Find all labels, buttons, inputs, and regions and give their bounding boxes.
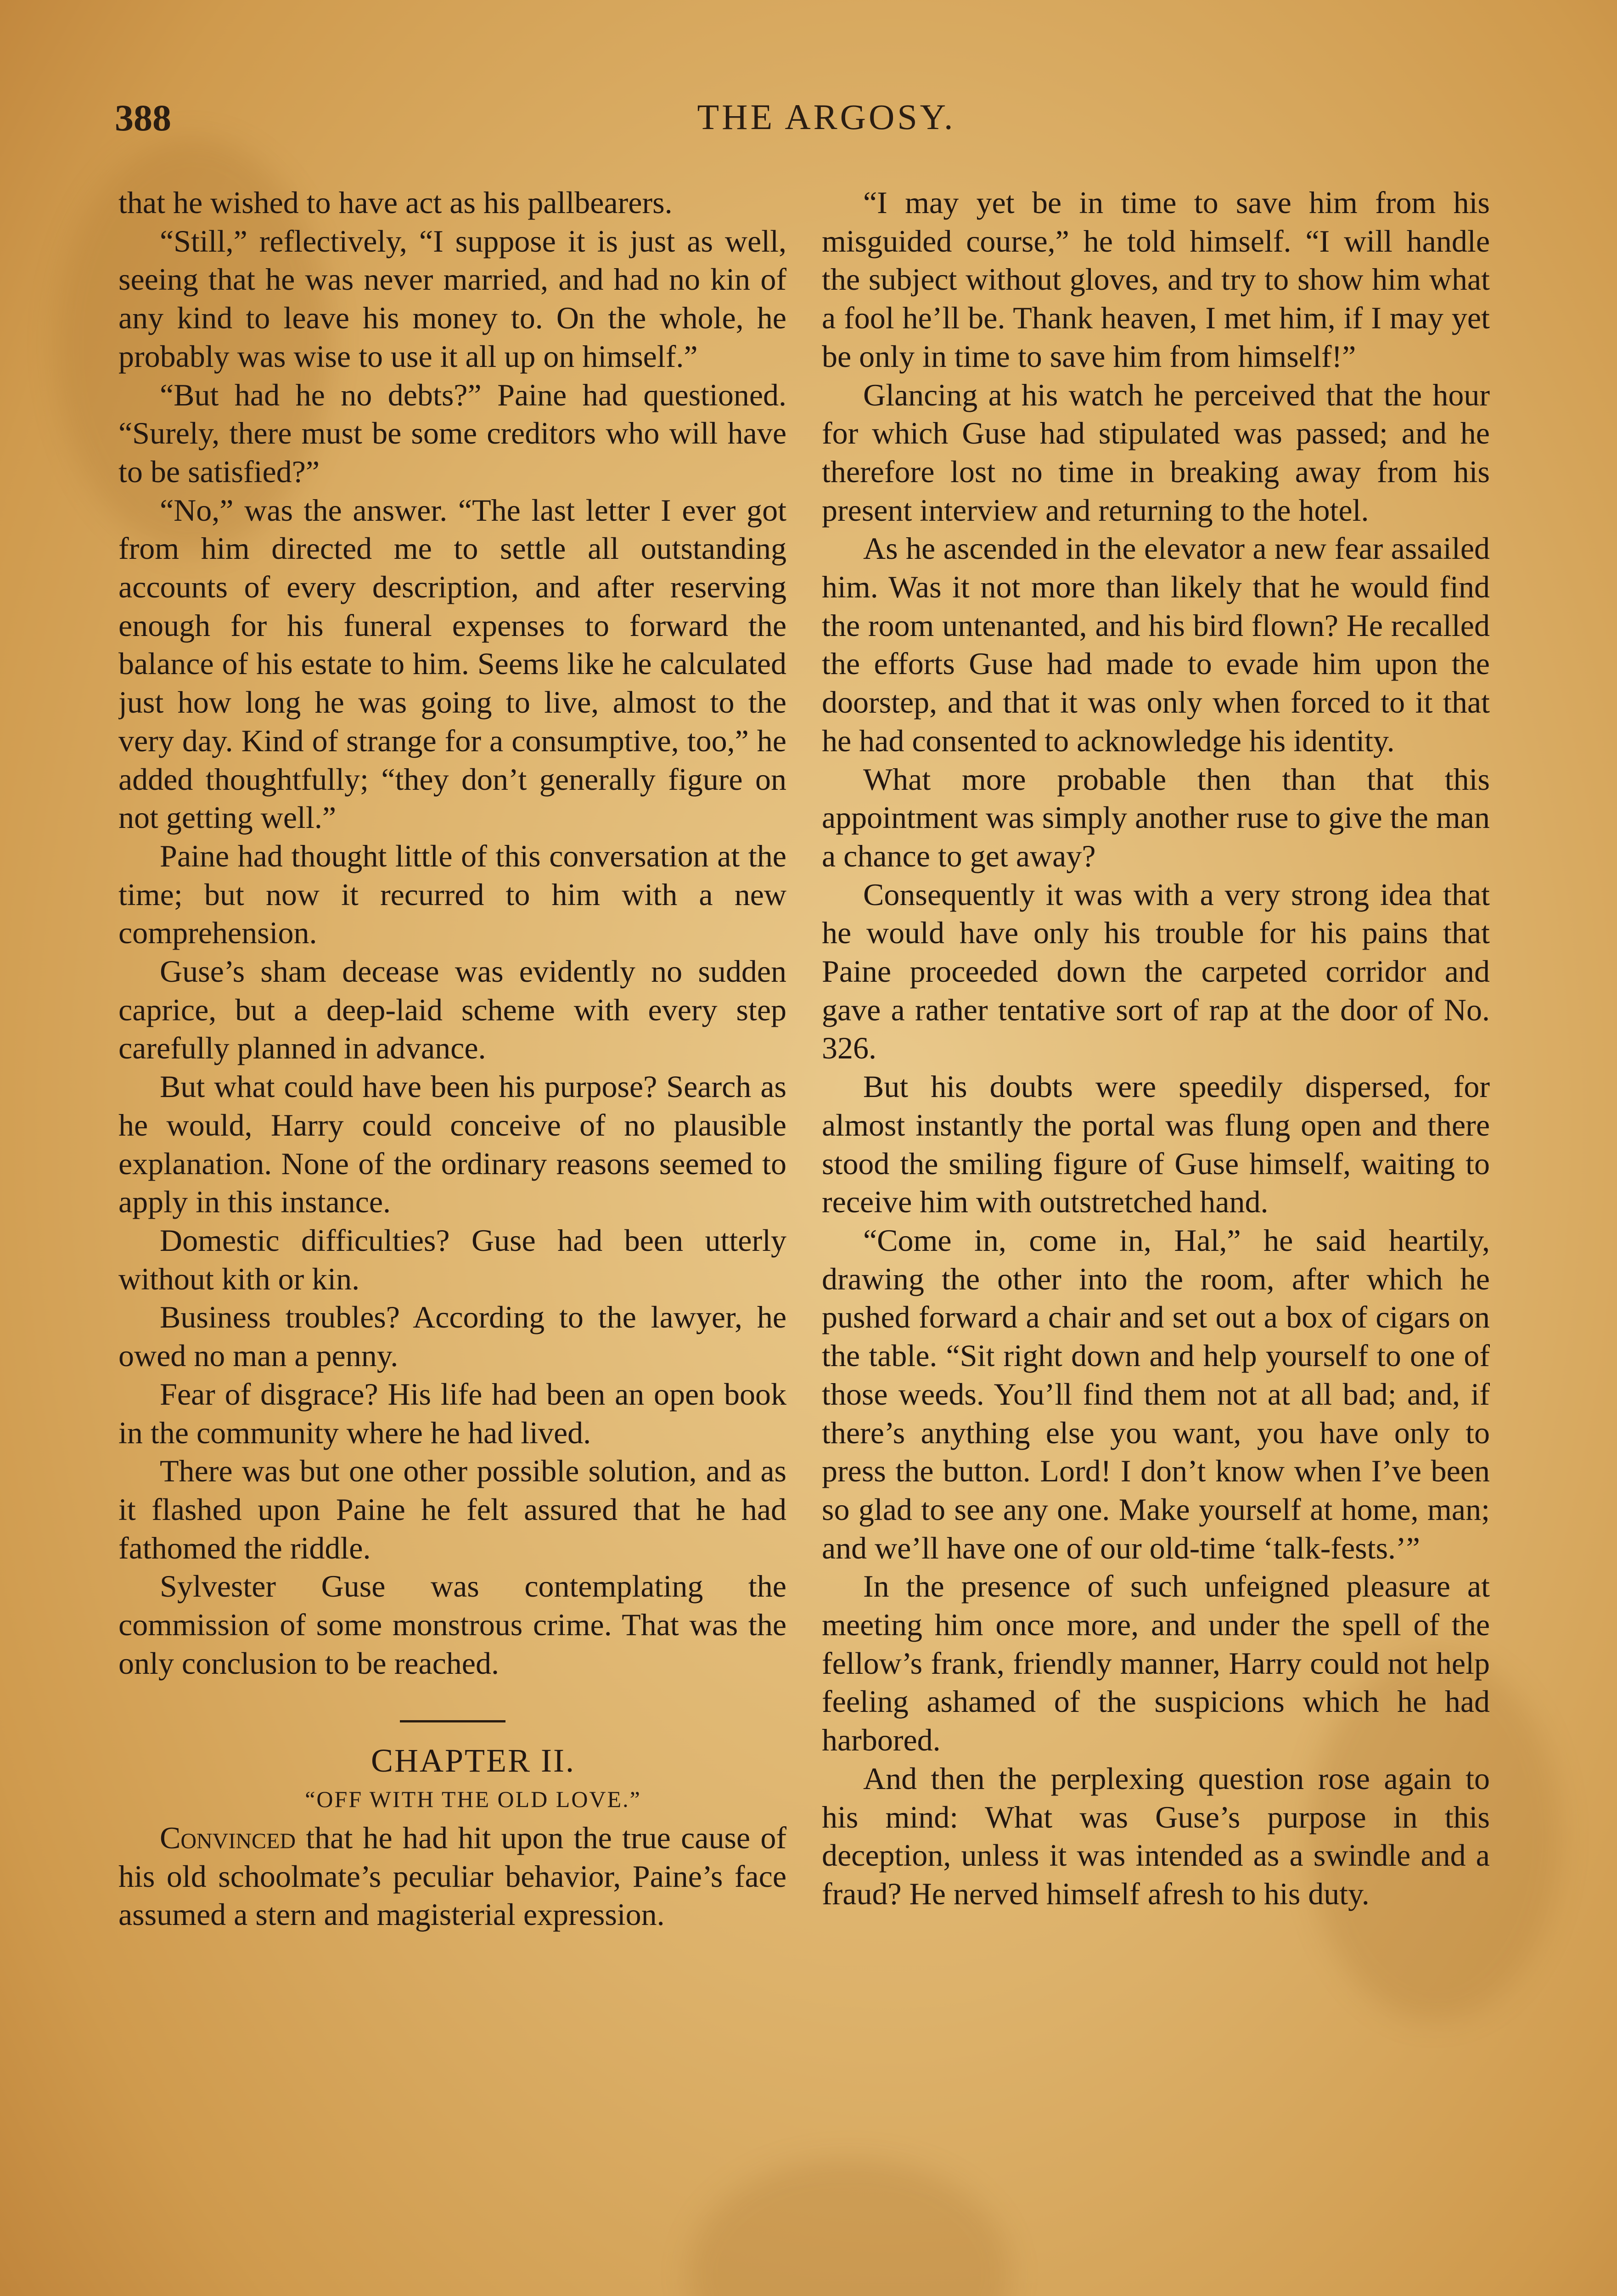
right-column [822, 184, 1490, 2296]
page-header [0, 96, 1617, 147]
section-divider [400, 1720, 505, 1722]
paragraph: “But had he no debts?” Paine had questioned. “Surely, there must be some creditors who will have to be satisfied?” [118, 377, 786, 489]
paragraph: As he ascended in the elevator a new fear assailed him. Was it not more than likely that he would find the room untenanted, and his bird flown? He recalled the efforts Guse had made to evade him upon the doorstep, and that it was only when forced to it that he had consented to acknowledge his identity. [822, 531, 1490, 758]
paragraph: Paine had thought little of this conversation at the time; but now it recurred to him with a new comprehension. [118, 838, 786, 951]
paragraph: Glancing at his watch he perceived that the hour for which Guse had stipulated was passed; and he therefore lost no time in breaking away from his present interview and returning to the hotel. [822, 377, 1490, 528]
paragraph: Fear of disgrace? His life had been an open book in the community where he had lived. [118, 1376, 786, 1450]
paragraph: But his doubts were speedily dispersed, for almost instantly the portal was flung open and there stood the smiling figure of Guse himself, waiting to receive him with outstretched hand. [822, 1069, 1490, 1220]
paragraph: In the presence of such unfeigned pleasure at meeting him once more, and under the spell of the fellow’s frank, friendly manner, Harry could not help feeling ashamed of the suspicions which he had harbored. [822, 1569, 1490, 1758]
chapter-opening-text: that he had hit upon the true cause of his old schoolmate’s peculiar behavior, Paine’s face assumed a stern and magisterial expression. [118, 1820, 786, 1932]
chapter-opening-paragraph [118, 1819, 786, 1934]
paragraph: And then the perplexing question rose again to his mind: What was Guse’s purpose in this deception, unless it was intended as a swindle and a fraud? He nerved himself afresh to his duty. [822, 1761, 1490, 1911]
left-column [118, 184, 786, 2296]
paragraph: But what could have been his purpose? Search as he would, Harry could conceive of no plausible explanation. None of the ordinary reasons seemed to apply in this instance. [118, 1069, 786, 1220]
paragraph: “Come in, come in, Hal,” he said heartily, drawing the other into the room, after which he pushed forward a chair and set out a box of cigars on the table. “Sit right down and help yourself to one of those weeds. You’ll find them not at all bad; and, if there’s anything else you want, you have only to press the button. Lord! I don’t know when I’ve been so glad to see any one. Make yourself at home, man; and we’ll have one of our old-time ‘talk-fests.’” [822, 1222, 1490, 1565]
paragraph: “Still,” reflectively, “I suppose it is just as well, seeing that he was never married, and had no kin of any kind to leave his money to. On the whole, he probably was wise to use it all up on himself.” [118, 223, 786, 374]
paragraph: that he wished to have act as his pallbearers. [118, 185, 673, 220]
paragraph: There was but one other possible solution, and as it flashed upon Paine he felt assured that he had fathomed the riddle. [118, 1453, 786, 1565]
page-number: 388 [115, 97, 171, 139]
paragraph: Business troubles? According to the lawyer, he owed no man a penny. [118, 1300, 786, 1373]
chapter-heading: CHAPTER II. [371, 1742, 575, 1779]
paragraph: “No,” was the answer. “The last letter I ever got from him directed me to settle all outstanding accounts of every description, and after reserving enough for his funeral expenses to forward the balance of his estate to him. Seems like he calculated just how long he was going to live, almost to the very day. Kind of strange for a consumptive, too,” he added thoughtfully; “they don’t generally figure on not getting well.” [118, 492, 786, 835]
paragraph: Guse’s sham decease was evidently no sudden caprice, but a deep-laid scheme with every step carefully planned in advance. [118, 954, 786, 1066]
paragraph: “I may yet be in time to save him from his misguided course,” he told himself. “I will handle the subject without gloves, and try to show him what a fool he’ll be. Thank heaven, I met him, if I may yet be only in time to save him from himself!” [822, 185, 1490, 374]
paragraph: Sylvester Guse was contemplating the commission of some monstrous crime. That was the only conclusion to be reached. [118, 1569, 786, 1681]
paragraph: What more probable then than that this appointment was simply another ruse to give the man a chance to get away? [822, 761, 1490, 873]
paragraph: Domestic difficulties? Guse had been utterly without kith or kin. [118, 1222, 786, 1296]
chapter-first-word: Convinced [160, 1820, 296, 1855]
chapter-subtitle: “OFF WITH THE OLD LOVE.” [305, 1786, 641, 1812]
running-title: THE ARGOSY. [697, 97, 956, 137]
paragraph: Consequently it was with a very strong idea that he would have only his trouble for his pains that Paine proceeded down the carpeted corridor and gave a rather tentative sort of rap at the door of No. 326. [822, 877, 1490, 1066]
